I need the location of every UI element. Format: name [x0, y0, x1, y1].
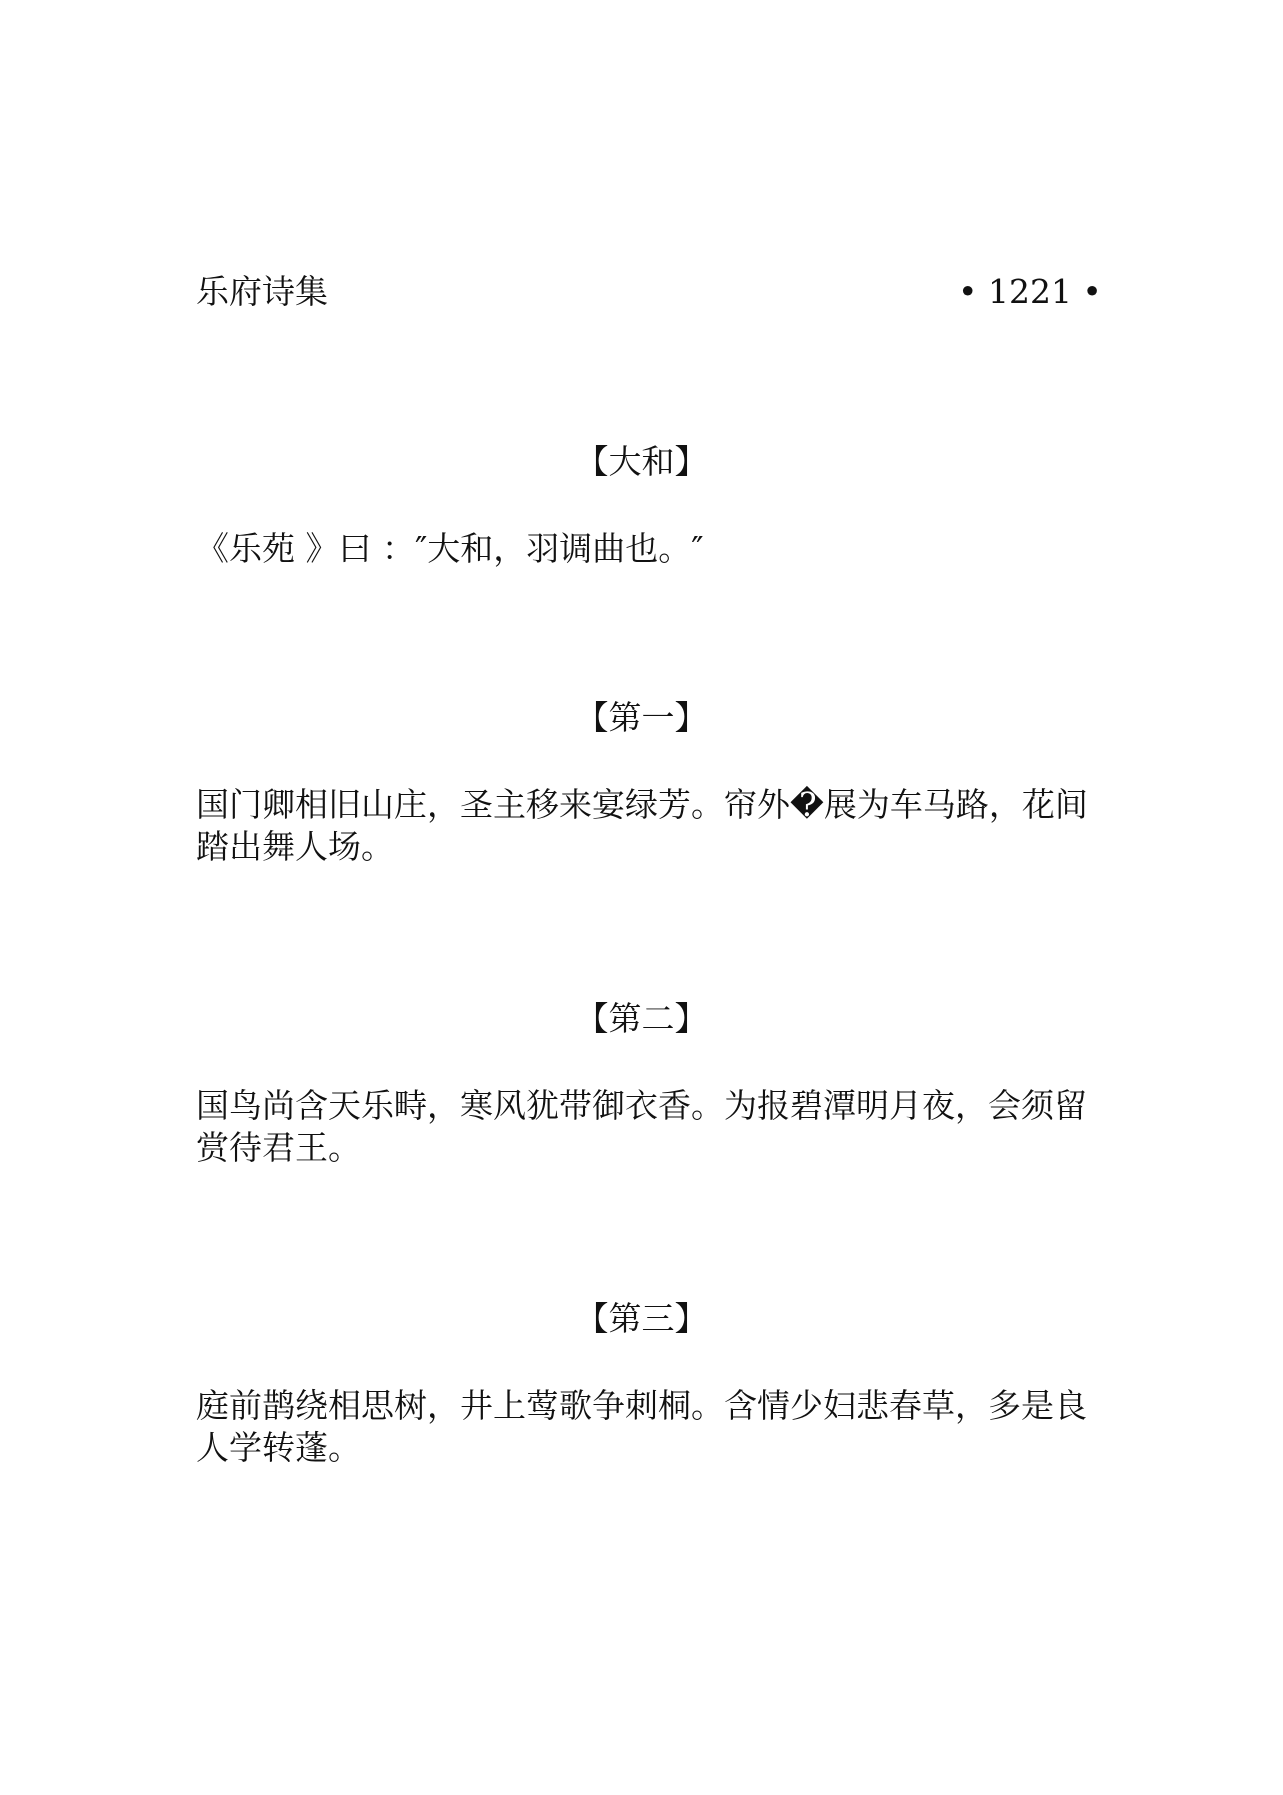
section-text-1: 国门卿相旧山庄，圣主移来宴绿芳。帘外�展为车马路，花间踏出舞人场。 [196, 785, 1088, 866]
section-heading-3: 【第三】 [575, 1299, 708, 1338]
page-number: • 1221 • [958, 272, 1102, 311]
book-title: 乐府诗集 [196, 272, 328, 311]
section-heading-dahe: 【大和】 [575, 442, 708, 481]
section-text-2: 国鸟尚含天乐畤，寒风犹带御衣香。为报碧潭明月夜，会须留赏待君王。 [196, 1086, 1087, 1167]
section-heading-1: 【第一】 [575, 698, 708, 737]
section-heading-2: 【第二】 [575, 999, 708, 1038]
section-text-dahe: 《乐苑 》曰 ：″大和，羽调曲也。″ [196, 529, 704, 568]
section-text-3: 庭前鹊绕相思树，井上莺歌争刺桐。含情少妇悲春草，多是良人学转蓬。 [196, 1386, 1087, 1467]
